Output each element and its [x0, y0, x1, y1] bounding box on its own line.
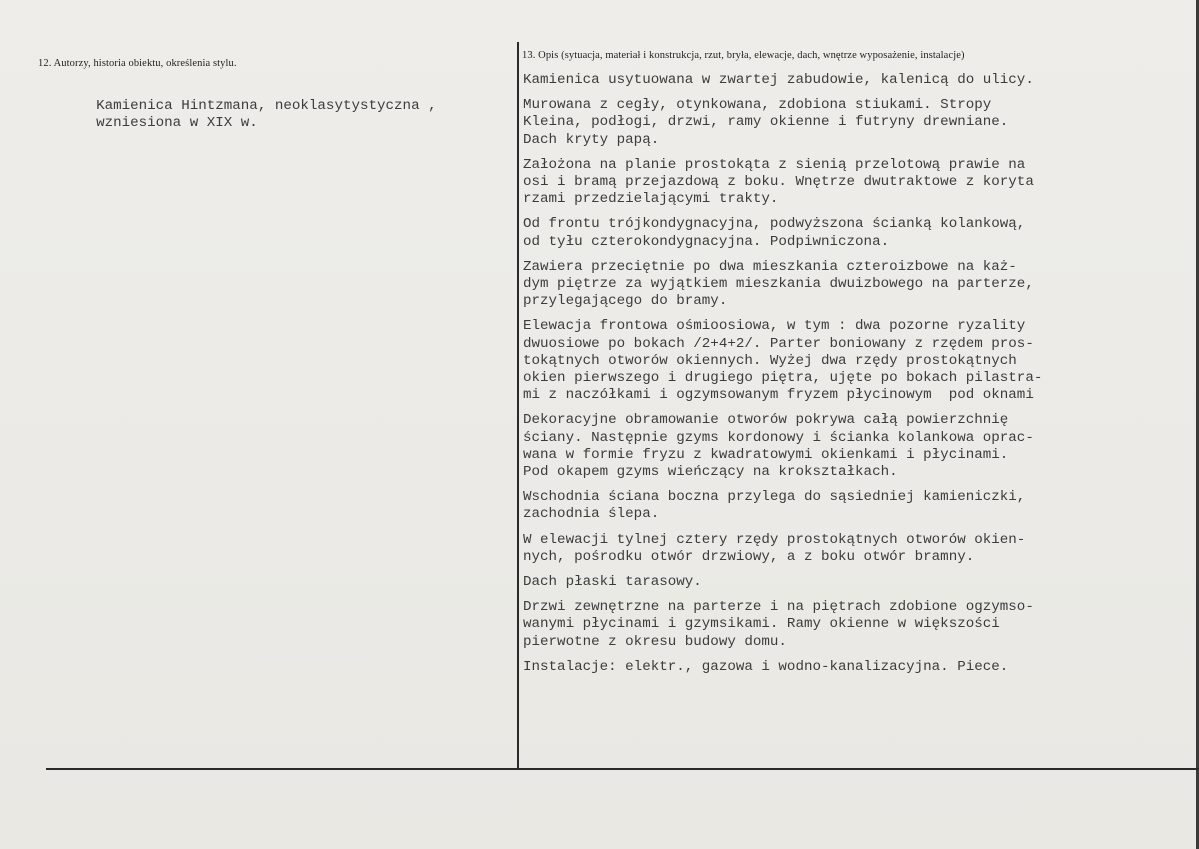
- text-line: pierwotne z okresu budowy domu.: [523, 633, 787, 650]
- description-paragraph: [523, 574, 1042, 591]
- text-line: ściany. Następnie gzyms kordonowy i ścianka kolankowa oprac-: [523, 429, 1034, 446]
- description-paragraph: [523, 412, 1042, 481]
- description-paragraph: [523, 72, 1042, 89]
- section-12-header: 12. Autorzy, historia obiektu, określenia stylu.: [38, 58, 237, 69]
- bottom-rule: [46, 768, 1199, 770]
- text-line: dym piętrze za wyjątkiem mieszkania dwuizbowego na parterze,: [523, 276, 1034, 293]
- text-line: W elewacji tylnej cztery rzędy prostokątnych otworów okien-: [523, 531, 1026, 548]
- text-line: wanymi płycinami i gzymsikami. Ramy okienne w większości: [523, 616, 1000, 633]
- text-line: Pod okapem gzyms wieńczący na krokształkach.: [523, 464, 898, 481]
- text-line: osi i bramą przejazdową z boku. Wnętrze dwutraktowe z koryta: [523, 174, 1034, 191]
- text-line: tokątnych otworów okiennych. Wyżej dwa rzędy prostokątnych: [523, 352, 1017, 369]
- description-paragraph: [523, 659, 1042, 676]
- section-13-header: 13. Opis (sytuacja, materiał i konstrukcja, rzut, bryła, elewacje, dach, wnętrze wyposażenie, instalacje): [522, 50, 965, 61]
- text-line: Instalacje: elektr., gazowa i wodno-kanalizacyjna. Piece.: [523, 658, 1009, 675]
- text-line: Dach płaski tarasowy.: [523, 574, 702, 591]
- text-line: Dach kryty papą.: [523, 131, 660, 148]
- text-line: Kamienica usytuowana w zwartej zabudowie, kalenicą do ulicy.: [523, 72, 1034, 88]
- text-line: Elewacja frontowa ośmioosiowa, w tym : dwa pozorne ryzality: [523, 318, 1026, 335]
- text-line: Wschodnia ściana boczna przylega do sąsiedniej kamieniczki,: [523, 489, 1026, 506]
- description-paragraph: [523, 157, 1042, 209]
- description-paragraph: [523, 532, 1042, 566]
- description-paragraph: [523, 489, 1042, 523]
- text-line: rzami przedzielającymi trakty.: [523, 191, 779, 208]
- description-paragraph: [523, 97, 1042, 149]
- text-line: Kamienica Hintzmana, neoklasytystyczna ,: [96, 98, 437, 115]
- text-line: Murowana z cegły, otynkowana, zdobiona stiukami. Stropy: [523, 97, 992, 114]
- text-line: Dekoracyjne obramowanie otworów pokrywa całą powierzchnię: [523, 412, 1009, 429]
- text-line: dwuosiowe po bokach /2+4+2/. Parter boniowany z rzędem pros-: [523, 335, 1034, 352]
- description-paragraph: [523, 599, 1042, 651]
- text-line: mi z naczółkami i ogzymsowanym fryzem płycinowym pod oknami: [523, 387, 1034, 404]
- text-line: od tyłu czterokondygnacyjna. Podpiwniczona.: [523, 233, 890, 250]
- text-line: Od frontu trójkondygnacyjna, podwyższona ścianką kolankową,: [523, 216, 1026, 233]
- description-paragraph: [523, 259, 1042, 311]
- text-line: okien pierwszego i drugiego piętra, ujęte po bokach pilastra-: [523, 370, 1043, 387]
- text-line: wzniesiona w XIX w.: [96, 115, 258, 132]
- text-line: Założona na planie prostokąta z sienią przelotową prawie na: [523, 156, 1026, 173]
- section-13-text: [523, 72, 1042, 684]
- text-line: Zawiera przeciętnie po dwa mieszkania czteroizbowe na każ-: [523, 258, 1017, 275]
- description-paragraph: [523, 318, 1042, 404]
- text-line: Kleina, podłogi, drzwi, ramy okienne i futryny drewniane.: [523, 114, 1009, 131]
- description-paragraph: [523, 216, 1042, 250]
- text-line: wana w formie fryzu z kwadratowymi okienkami i płycinami.: [523, 446, 1009, 463]
- text-line: przylegającego do bramy.: [523, 293, 728, 310]
- text-line: nych, pośrodku otwór drzwiowy, a z boku otwór bramny.: [523, 548, 975, 565]
- section-12-text: [62, 81, 437, 150]
- text-line: Drzwi zewnętrzne na parterze i na piętrach zdobione ogzymso-: [523, 599, 1034, 616]
- column-divider: [517, 42, 519, 768]
- text-line: zachodnia ślepa.: [523, 506, 660, 523]
